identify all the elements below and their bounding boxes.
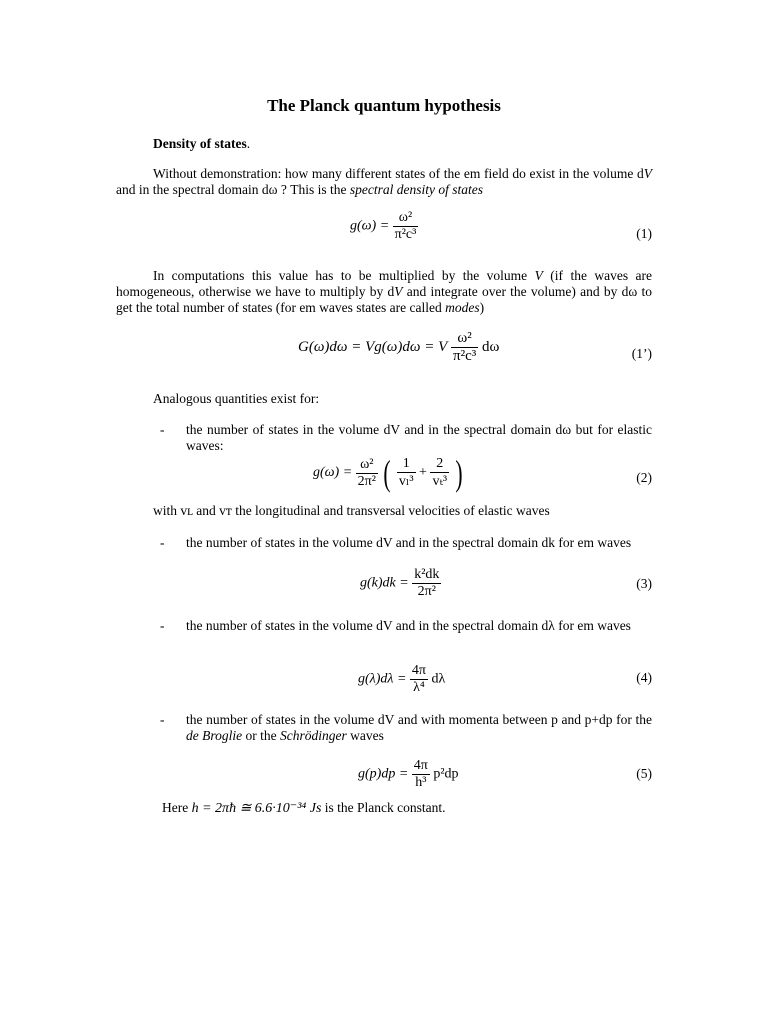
analogous-text: Analogous quantities exist for: (153, 391, 320, 406)
equation-5-label: (5) (636, 766, 652, 781)
paragraph-2: In computations this value has to be multiplied by the volume V (if the waves are homogeneous, otherwise we have to multiply by dV and integrate over the volume) and by dω to get the total number of states (for em waves states are called modes) (116, 268, 653, 315)
page-title: The Planck quantum hypothesis (267, 96, 501, 115)
equation-2-label: (2) (636, 470, 652, 485)
list-item-momentum: the number of states in the volume dV and with momenta between p and p+dp for the de Broglie or the Schrödinger waves (186, 712, 652, 743)
velocities-text: with vʟ and vᴛ the longitudinal and transversal velocities of elastic waves (153, 503, 550, 518)
equation-4-label: (4) (636, 670, 652, 685)
list-dash: - (160, 535, 165, 550)
equation-5: g(p)dp = $\frac{4\pi}{\text{h³}}$ p²dp (358, 758, 459, 790)
list-dash: - (160, 422, 165, 437)
list-item-lambda: the number of states in the volume dV and in the spectral domain dλ for em waves (186, 618, 631, 633)
equation-3-label: (3) (636, 576, 652, 591)
planck-constant-text: Here h = 2πħ ≅ 6.6·10⁻³⁴ Js is the Planck constant. (162, 800, 446, 816)
equation-3: g(k)dk = $\frac{\text{k²dk}}{\text{2π²}}$ (360, 567, 440, 599)
equation-1: g(ω) = $\frac{\text{ω²}}{\text{π²c³}}$ (350, 210, 417, 242)
section-heading: Density of states. (153, 136, 251, 151)
list-dash: - (160, 712, 165, 727)
list-item-elastic: the number of states in the volume dV and in the spectral domain dω but for elastic waves: (186, 422, 652, 453)
equation-1-prime-label: (1’) (631, 346, 652, 361)
list-dash: - (160, 618, 165, 633)
equation-1-label: (1) (636, 226, 652, 241)
equation-1-prime: G(ω)dω = Vg(ω)dω = V $\frac{\text{ω²}}{\text{π²c³}}$ dω (298, 330, 500, 364)
equation-2: g(ω) = $\frac{\text{ω²}}{\text{2π²}}$ ( $\frac{1}{\text{vₗ³}}$ + $\frac{2}{\text{vₜ³}}$ ) (313, 453, 463, 493)
equation-4: g(λ)dλ = $\frac{4\pi}{\text{λ⁴}}$ dλ (358, 663, 446, 695)
list-item-k: the number of states in the volume dV and in the spectral domain dk for em waves (186, 535, 632, 550)
paragraph-1: Without demonstration: how many different states of the em field do exist in the volume dV and in the spectral domain dω ? This is the spectral density of states (116, 166, 652, 197)
